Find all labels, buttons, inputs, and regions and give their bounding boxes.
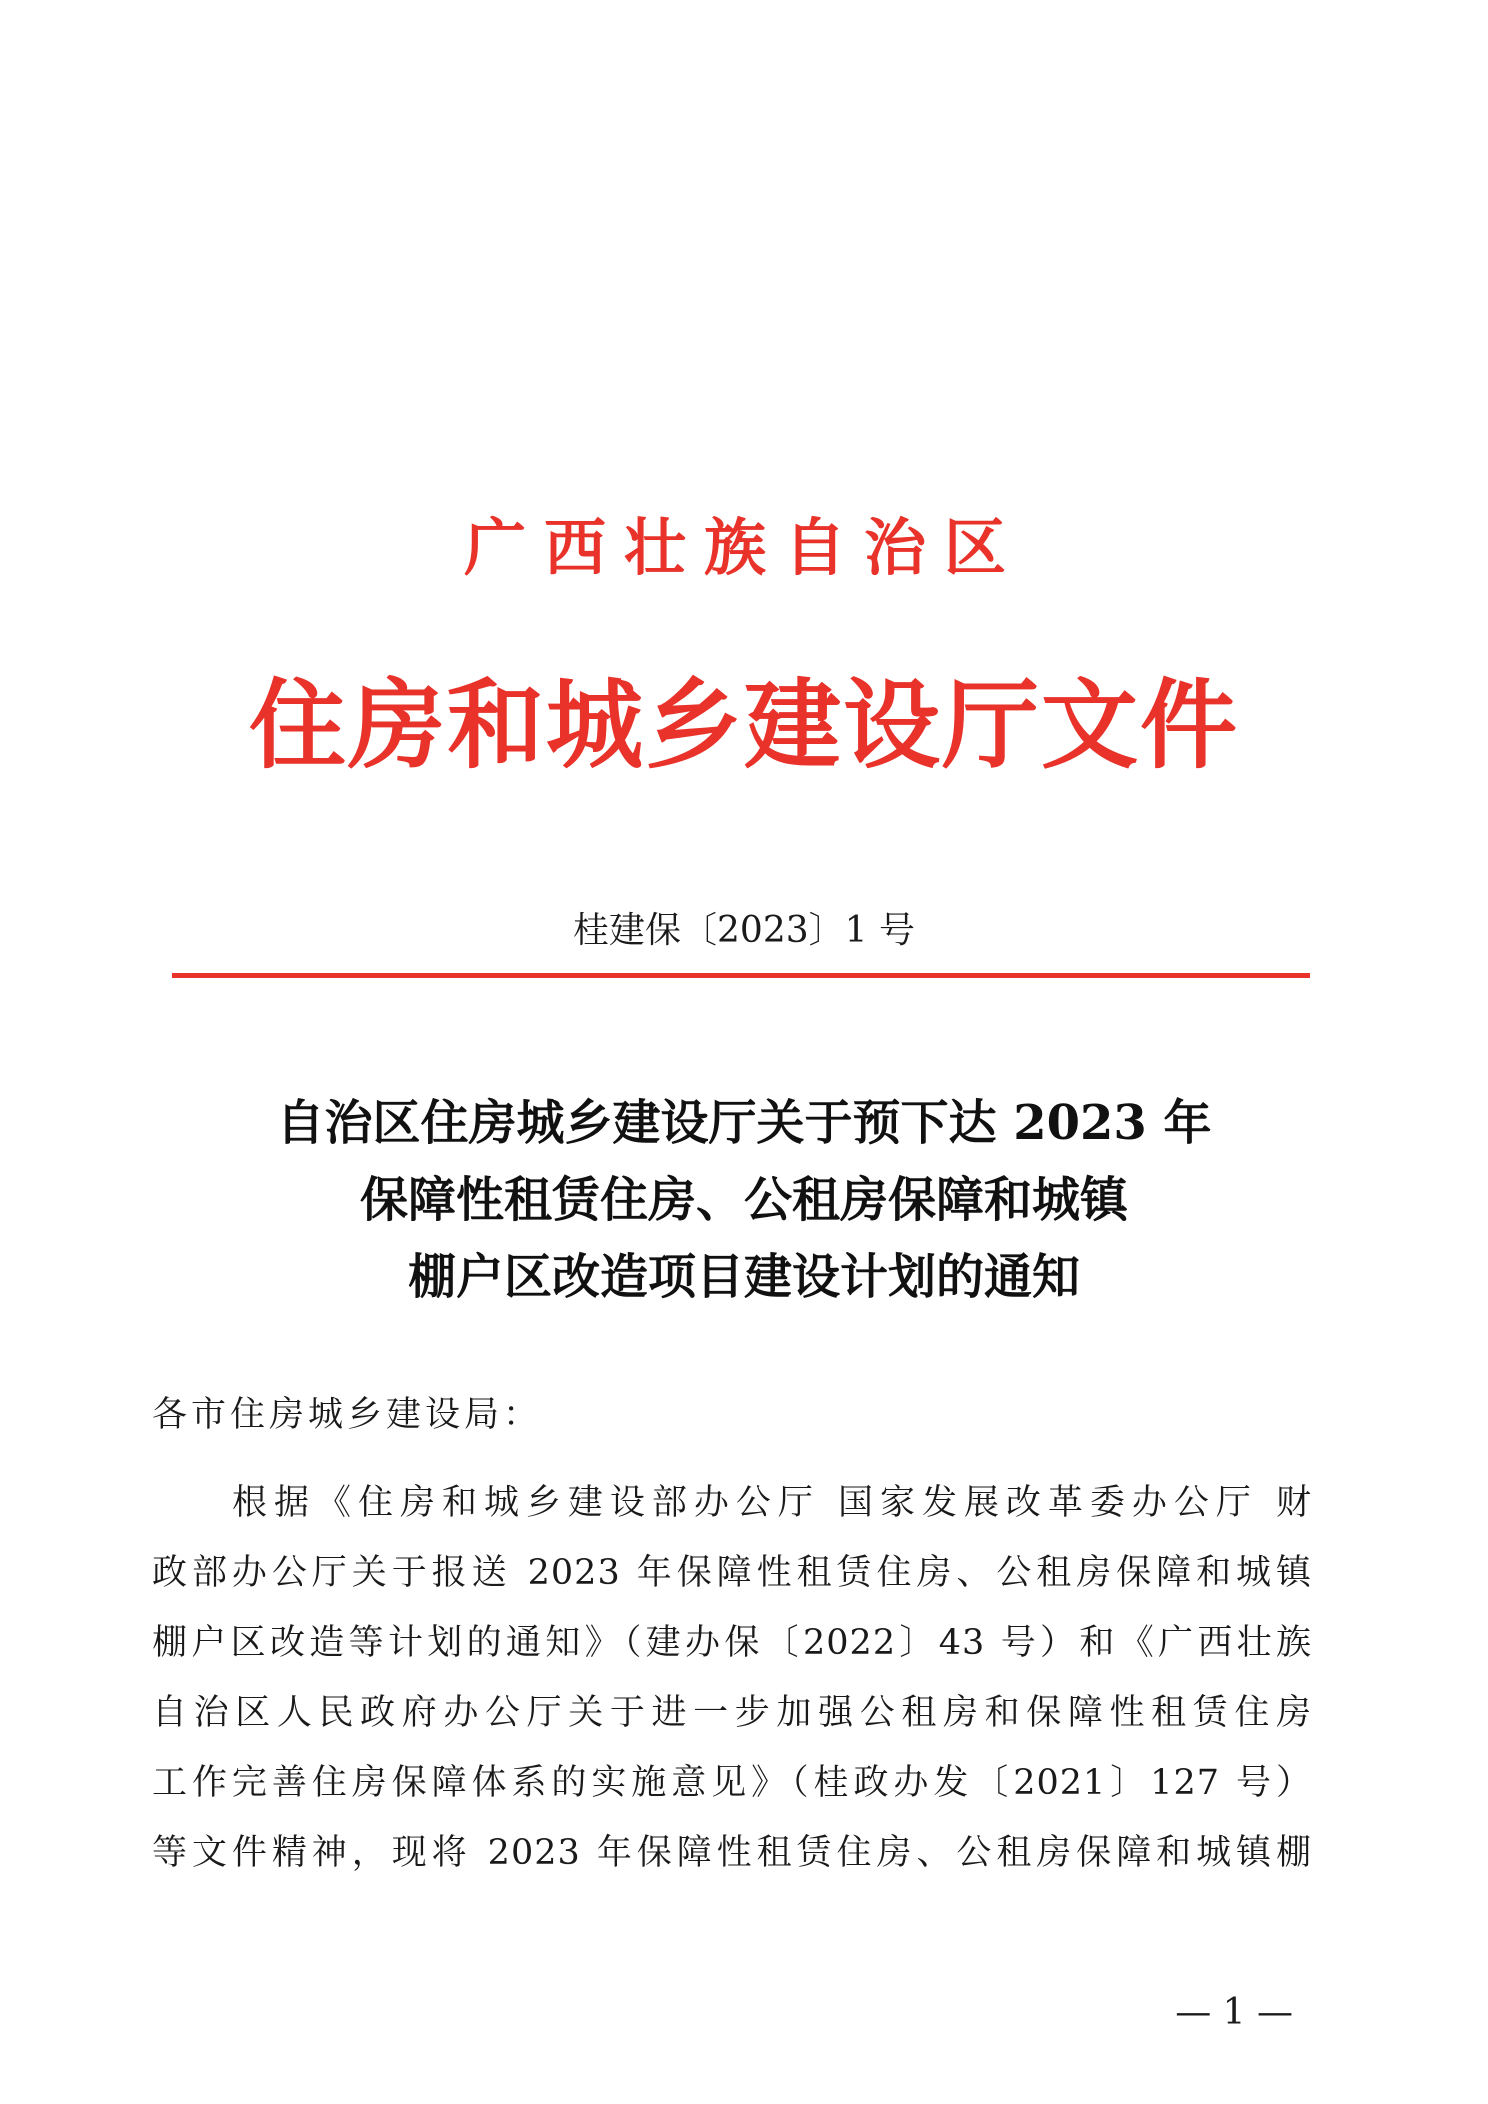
issuing-authority-document-header: 住房和城乡建设厅文件	[249, 669, 1239, 782]
title-line-1: 自治区住房城乡建设厅关于预下达 2023 年	[276, 1095, 1212, 1151]
body-line: 等文件精神，现将 2023 年保障性租赁住房、公租房保障和城镇棚	[152, 1833, 1312, 1873]
title-line-2: 保障性租赁住房、公租房保障和城镇	[359, 1172, 1128, 1228]
body-line: 棚户区改造等计划的通知》（建办保〔2022〕43 号）和《广西壮族	[152, 1623, 1312, 1663]
body-line: 根据《住房和城乡建设部办公厅 国家发展改革委办公厅 财	[232, 1483, 1312, 1523]
title-line-3: 棚户区改造项目建设计划的通知	[407, 1249, 1080, 1305]
issuing-authority-region: 广西壮族自治区	[463, 511, 1024, 584]
body-line: 自治区人民政府办公厅关于进一步加强公租房和保障性租赁住房	[152, 1693, 1312, 1733]
red-divider-line	[172, 973, 1310, 978]
page-number: — 1 —	[1175, 1992, 1293, 2033]
document-number: 桂建保〔2023〕1 号	[573, 910, 915, 951]
body-line: 政部办公厅关于报送 2023 年保障性租赁住房、公租房保障和城镇	[152, 1553, 1312, 1593]
document-title	[0, 1085, 1488, 1316]
body-line: 工作完善住房保障体系的实施意见》（桂政办发〔2021〕127 号）	[152, 1763, 1312, 1803]
salutation: 各市住房城乡建设局：	[152, 1395, 543, 1435]
body-paragraph	[152, 1468, 1312, 1888]
